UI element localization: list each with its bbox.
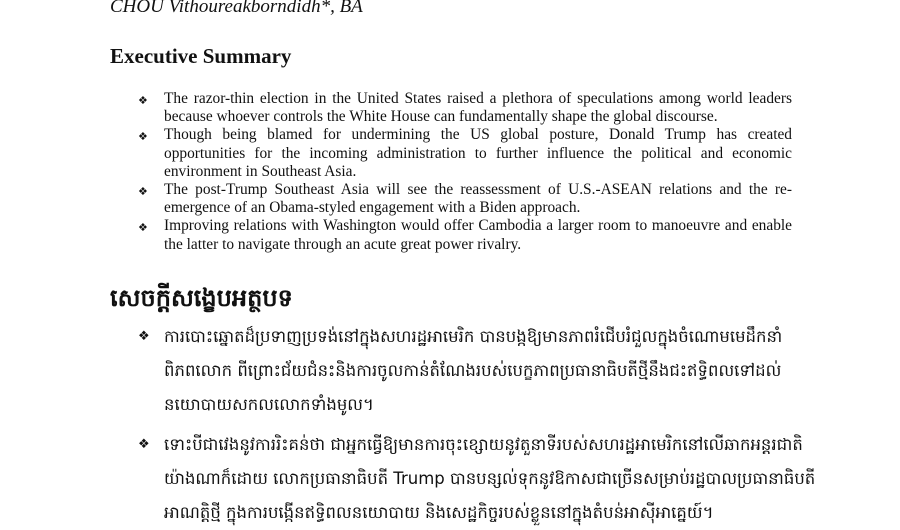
bullet-text: ការបោះឆ្នោតដ៏ប្រទាញប្រទង់នៅក្នុងសហរដ្ឋអាមេរិក បានបង្កឱ្យមានភាពរំជើបរំជួលក្នុងចំណោមមេដឹកនាំពិភពលោក ពីព្រោះជ័យជំនះនិងការចូលកាន់តំណែងរបស់បេក្ខភាពប្រធានាធិបតីថ្មីនឹងជះឥទ្ធិពលទៅដល់នយោបាយសកលលោកទាំងមូល។ <box>164 327 783 414</box>
bullet-text: The post-Trump Southeast Asia will see the reassessment of U.S.-ASEAN relations and the re-emergence of an Obama-styled engagement with a Biden approach. <box>164 181 792 217</box>
diamond-bullet-icon: ❖ <box>138 437 150 452</box>
author-line: CHOU Vithoureakborndidh*, BA <box>110 0 363 17</box>
bullet-text: ទោះបីជាវេងនូវការរិះគន់ថា ជាអ្នកធ្វើឱ្យមានការចុះខ្សោយនូវតួនាទីរបស់សហរដ្ឋអាមេរិកនៅលើឆាកអន្តរជាតិយ៉ាងណាក៏ដោយ លោកប្រធានាធិបតី Trump បានបន្សល់ទុកនូវឱកាសជាច្រើនសម្រាប់រដ្ឋបាលប្រធានាធិបតីអាណត្តិថ្មី ក្នុងការបង្កើនឥទ្ធិពលនយោបាយ និងសេដ្ឋកិច្ចរបស់ខ្លួននៅក្នុងតំបន់អាស៊ីអាគ្នេយ៍។ <box>164 435 816 522</box>
diamond-bullet-icon: ❖ <box>138 130 148 144</box>
list-item <box>138 428 818 530</box>
list-item <box>138 181 792 217</box>
khmer-summary-heading: សេចក្តីសង្ខេបអត្ថបទ <box>110 284 293 312</box>
list-item <box>138 90 792 126</box>
bullet-text: The razor-thin election in the United States raised a plethora of speculations among world leaders because whoever controls the White House can fundamentally shape the global discourse. <box>164 90 792 126</box>
list-item <box>138 217 792 253</box>
executive-summary-heading: Executive Summary <box>110 44 292 68</box>
diamond-bullet-icon: ❖ <box>138 329 150 344</box>
list-item <box>138 320 818 422</box>
list-item <box>138 126 792 181</box>
diamond-bullet-icon: ❖ <box>138 94 148 107</box>
diamond-bullet-icon: ❖ <box>138 221 148 235</box>
diamond-bullet-icon: ❖ <box>138 185 148 199</box>
bullet-text: Improving relations with Washington would offer Cambodia a larger room to manoeuvre and enable the latter to navigate through an acute great power rivalry. <box>164 217 792 253</box>
bullet-text: Though being blamed for undermining the US global posture, Donald Trump has created opportunities for the incoming administration to further influence the political and economic environment in Southeast Asia. <box>164 126 792 180</box>
khmer-summary-list <box>138 320 818 530</box>
executive-summary-list <box>138 90 792 254</box>
